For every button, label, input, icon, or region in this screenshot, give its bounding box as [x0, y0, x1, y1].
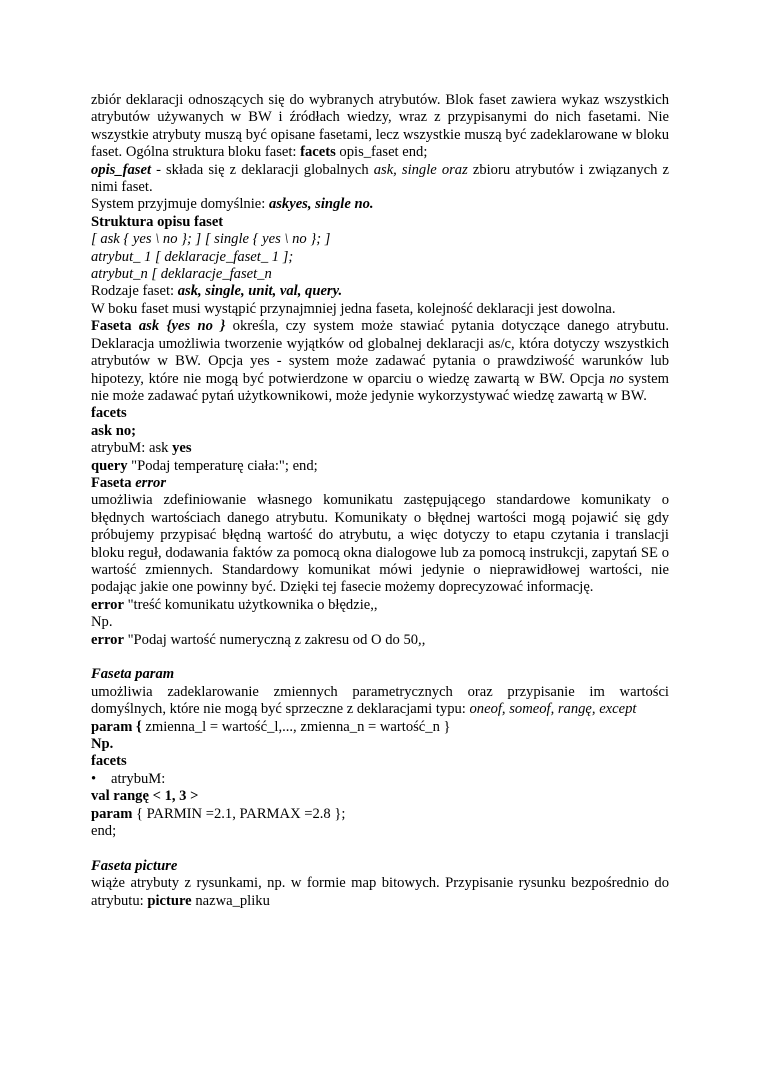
faseta-picture-term: Faseta picture — [91, 857, 178, 874]
faseta-error-text: umożliwia zdefiniowanie własnego komunikatu zastępującego standardowe komunikaty o błędnych wartościach danego atrybutu. Komunikaty o błędnej wartości mogą pojawić się gdy próbujemy przypisać błędną wartość do atrybutu, a więc dotyczy to etapu czytania i translacji bloku reguł, dodawania faktów za pomocą okna dialogowe lub za pomocą instrukcji, zapytań SE o wartość zmiennych. Standardowy komunikat mówi jedynie o nieprawidłowej wartości, nie podając jakie one powinny być. Dzięki tej fasecie możemy doprecyzować informację. — [91, 492, 669, 596]
option-no: no — [609, 370, 624, 387]
paragraph-defaults — [91, 196, 669, 213]
keyword-picture: picture — [147, 892, 192, 909]
example-label-1 — [91, 614, 669, 631]
code-attr-ask-text: atrybuM: ask — [91, 440, 173, 457]
paragraph-faseta-error — [91, 492, 669, 596]
code-val-range-text: val rangę < 1, 3 > — [91, 788, 199, 805]
code-query — [91, 458, 669, 475]
code-error-keyword-2: error — [91, 631, 124, 648]
faseta-ask-syntax: ask {yes no } — [138, 318, 226, 335]
defaults-values: askyes, single no. — [268, 196, 374, 213]
facet-kinds-label: Rodzaje faset: — [91, 283, 178, 300]
code-ask-no — [91, 423, 669, 440]
faseta-param-term: Faseta param — [91, 666, 175, 683]
paragraph-faseta-picture — [91, 875, 669, 910]
faseta-ask-text-end: system nie może zadawać pytań użytkownikowi, może jedynie wykorzystywać wiedzę zawartą w BW. — [91, 370, 669, 404]
example-label-1-text: Np. — [91, 614, 113, 631]
term-ask-single: ask, single oraz — [373, 161, 468, 178]
heading-structure-text: Struktura opisu faset — [91, 213, 224, 230]
faseta-error-term: error — [135, 474, 166, 491]
code-ask-no-text: ask no; — [91, 422, 137, 439]
code-val-range — [91, 788, 669, 805]
paragraph-block-rule — [91, 301, 669, 318]
code-param-values — [91, 806, 669, 823]
syntax-line-3-text: atrybut_n [ deklaracje_faset_n — [91, 266, 272, 283]
syntax-line-1 — [91, 231, 669, 248]
syntax-line-3 — [91, 266, 669, 283]
code-facets-text: facets — [91, 405, 127, 422]
code-param-keyword: param { — [91, 718, 142, 735]
type-declarations: oneof, someof, rangę, except — [469, 701, 637, 718]
opis-faset-text: - składa się z deklaracji globalnych — [151, 161, 374, 178]
heading-structure — [91, 214, 669, 231]
code-error-2-text: "Podaj wartość numeryczną z zakresu od O do 50,, — [123, 631, 426, 648]
blank-line-2 — [91, 840, 669, 857]
picture-filename: nazwa_pliku — [191, 892, 270, 909]
code-error-2 — [91, 632, 669, 649]
blank-line — [91, 649, 669, 666]
bullet-item-attr — [91, 771, 669, 788]
code-query-keyword: query — [91, 457, 128, 474]
faseta-picture-text: wiąże atrybuty z rysunkami, np. w formie map bitowych. Przypisanie rysunku bezpośrednio do atrybutu: — [91, 875, 669, 909]
defaults-text: System przyjmuje domyślnie: — [91, 196, 269, 213]
code-param-syntax-text: zmienna_l = wartość_l,..., zmienna_n = wartość_n } — [141, 718, 451, 735]
term-opis-faset: opis_faset — [91, 161, 151, 178]
paragraph-faseta-ask — [91, 318, 669, 405]
heading-faseta-param — [91, 666, 669, 683]
code-param-syntax — [91, 719, 669, 736]
code-attr-ask — [91, 440, 669, 457]
paragraph-faseta-param — [91, 684, 669, 719]
syntax-line-1-text: [ ask { yes \ no }; ] [ single { yes \ no }; ] — [91, 231, 331, 248]
code-error-1-text: "treść komunikatu użytkownika o błędzie,, — [123, 596, 378, 613]
code-error-keyword: error — [91, 596, 124, 613]
bullet-icon: • — [91, 770, 97, 787]
opis-faset-text-end: zbioru atrybutów i związanych z nimi faset. — [91, 161, 669, 196]
paragraph-facet-kinds — [91, 283, 669, 300]
code-yes: yes — [172, 440, 192, 457]
code-query-text: "Podaj temperaturę ciała:"; end; — [127, 457, 318, 474]
code-param-facets-text: facets — [91, 753, 127, 770]
code-error-1 — [91, 597, 669, 614]
faseta-param-text: umożliwia zadeklarowanie zmiennych parametrycznych oraz przypisanie im wartości domyślnych, które nie mogą być sprzeczne z deklaracjami typu: — [91, 683, 669, 718]
code-param-values-keyword: param — [91, 805, 133, 822]
paragraph-opis-faset — [91, 162, 669, 197]
example-label-2-text: Np. — [91, 736, 114, 753]
example-label-2 — [91, 736, 669, 753]
code-facets — [91, 405, 669, 422]
faseta-error-label: Faseta — [91, 474, 136, 491]
code-end — [91, 823, 669, 840]
faseta-ask-label: Faseta — [91, 318, 139, 335]
syntax-line-2 — [91, 249, 669, 266]
intro-end: opis_faset end; — [335, 144, 428, 161]
document-content — [91, 92, 669, 910]
block-rule-text: W boku faset musi wystąpić przynajmniej jedna faseta, kolejność deklaracji jest dowolna. — [91, 300, 616, 317]
faseta-ask-text: określa, czy system może stawiać pytania dotyczące danego atrybutu. Deklaracja umożliwia tworzenie wyjątków od globalnej deklaracji as/c, która dotyczy wszystkich atrybutów w BW. Opcja yes - system może zadawać pytania o prawdziwość warunków lub hipotezy, które nie mogą być potwierdzone w oparciu o wiedzę zawartą w BW. Opcja — [91, 318, 669, 387]
paragraph-intro — [91, 92, 669, 162]
bullet-item-attr-text: atrybuM: — [111, 770, 166, 787]
heading-faseta-picture — [91, 858, 669, 875]
keyword-facets: facets — [300, 144, 336, 161]
intro-text: zbiór deklaracji odnoszących się do wybranych atrybutów. Blok faset zawiera wykaz wszystkich atrybutów używanych w BW i źródłach wiedzy, wraz z przypisanymi do nich fasetami. Nie wszystkie atrybuty muszą być opisane fasetami, lecz wszystkie muszą być zadeklarowane w bloku faset. Ogólna struktura bloku faset: — [91, 92, 669, 161]
facet-kinds-list: ask, single, unit, val, query. — [177, 283, 343, 300]
code-param-facets — [91, 753, 669, 770]
syntax-line-2-text: atrybut_ 1 [ deklaracje_faset_ 1 ]; — [91, 248, 294, 265]
code-param-values-text: { PARMIN =2.1, PARMAX =2.8 }; — [132, 805, 346, 822]
heading-faseta-error — [91, 475, 669, 492]
code-end-text: end; — [91, 823, 117, 840]
